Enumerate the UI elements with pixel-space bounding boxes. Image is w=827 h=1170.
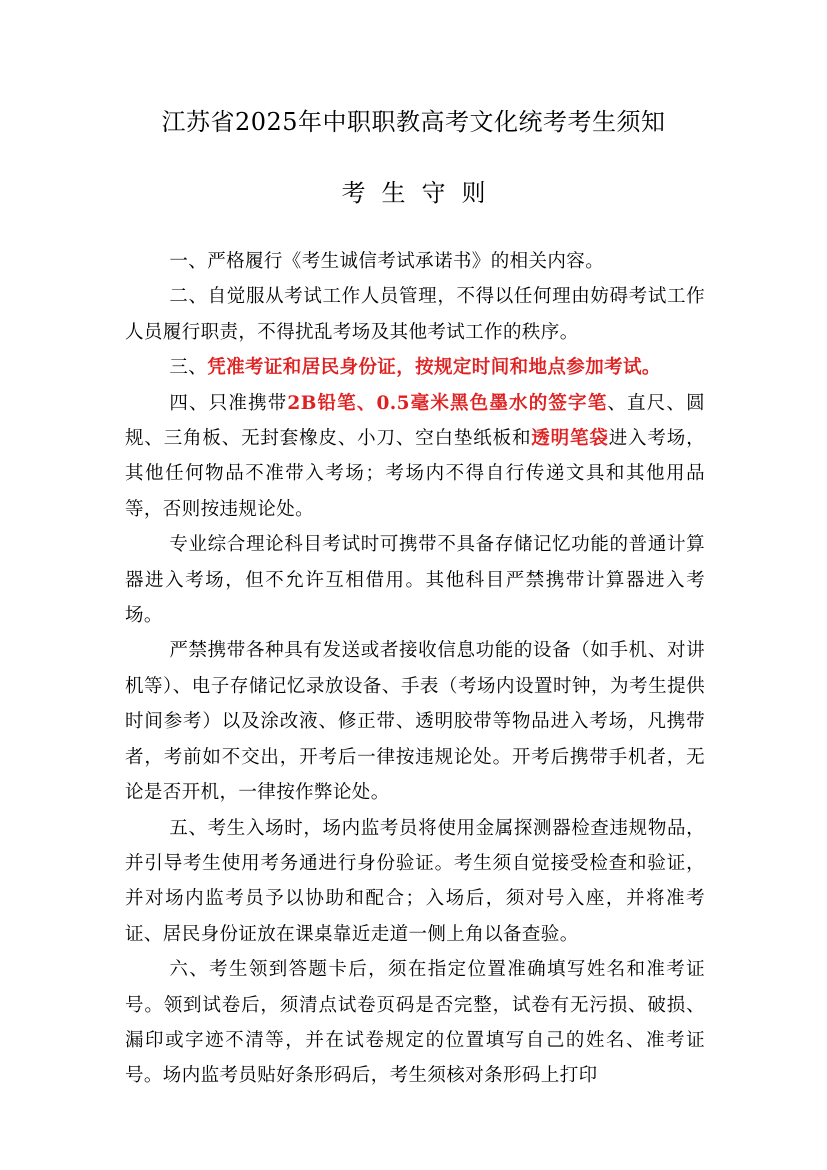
emphasis-text: 透明笔袋 — [531, 428, 609, 450]
section-title: 考生守则 — [341, 179, 502, 207]
rule-paragraph — [125, 244, 705, 279]
document-title: 江苏省2025年中职职教高考文化统考考生须知 — [161, 108, 666, 136]
paragraph-text: 六、考生领到答题卡后，须在指定位置准确填写姓名和准考证号。领到试卷后，须清点试卷页码是否完整，试卷有无污损、破损、漏印或字迹不清等，并在试卷规定的位置填写自己的姓名、准考证号。场内监考员贴好条形码后，考生须核对条形码上打印 — [125, 959, 705, 1087]
paragraph-text: 三、 — [169, 357, 208, 379]
paragraph-text: 五、考生入场时，场内监考员将使用金属探测器检查违规物品，并引导考生使用考务通进行身份验证。考生须自觉接受检查和验证，并对场内监考员予以协助和配合；入场后，须对号入座，并将准考证、居民身份证放在课桌靠近走道一侧上角以备查验。 — [125, 817, 705, 945]
rule-paragraph — [125, 350, 705, 385]
rules-body — [125, 244, 705, 1094]
rule-paragraph — [125, 279, 705, 350]
emphasis-text: 凭准考证和居民身份证，按规定时间和地点参加考试。 — [207, 357, 661, 379]
paragraph-text: 二、自觉服从考试工作人员管理，不得以任何理由妨碍考试工作人员履行职责，不得扰乱考场及其他考试工作的秩序。 — [125, 286, 705, 343]
paragraph-text: 、直尺、圆规、三角板、无封套橡皮、小刀、空白垫纸板和 — [125, 392, 705, 450]
rule-paragraph — [125, 386, 705, 528]
rule-paragraph — [125, 811, 705, 953]
emphasis-text: 2B铅笔、0.5毫米黑色墨水的签字笔 — [287, 392, 608, 414]
paragraph-text: 四、只准携带 — [169, 392, 288, 414]
paragraph-text: 进入考场，其他任何物品不准带入考场；考场内不得自行传递文具和其他用品等，否则按违规论处。 — [125, 428, 705, 520]
rule-paragraph — [125, 633, 705, 810]
paragraph-text: 专业综合理论科目考试时可携带不具备存储记忆功能的普通计算器进入考场，但不允许互相借用。其他科目严禁携带计算器进入考场。 — [125, 534, 705, 627]
paragraph-text: 一、严格履行《考生诚信考试承诺书》的相关内容。 — [169, 251, 605, 272]
rule-paragraph — [125, 952, 705, 1094]
paragraph-text: 严禁携带各种具有发送或者接收信息功能的设备（如手机、对讲机等）、电子存储记忆录放设备、手表（考场内设置时钟，为考生提供时间参考）以及涂改液、修正带、透明胶带等物品进入考场，凡携带者，考前如不交出，开考后一律按违规论处。开考后携带手机者，无论是否开机，一律按作弊论处。 — [125, 640, 705, 804]
rule-paragraph — [125, 527, 705, 633]
